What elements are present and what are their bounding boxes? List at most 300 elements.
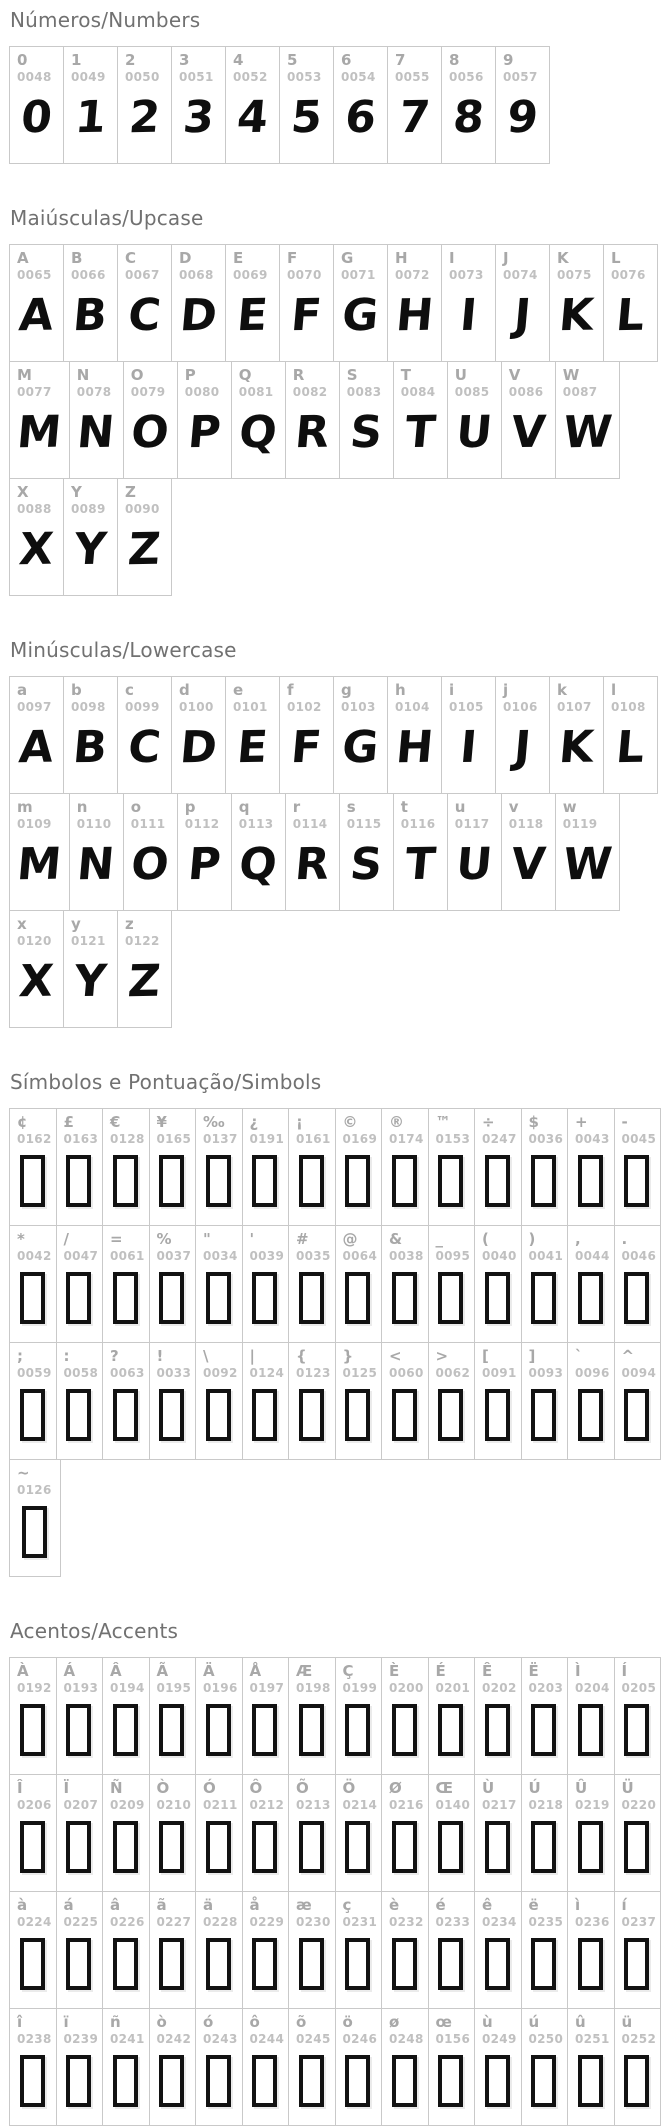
missing-glyph-box [624, 1272, 649, 1324]
char-label: Z [125, 484, 163, 501]
glyph-area [401, 832, 439, 904]
glyph-area [157, 1264, 188, 1336]
char-label: X [17, 484, 55, 501]
glyph-area [203, 1147, 234, 1219]
missing-glyph-box [531, 1389, 556, 1441]
char-cell [335, 1891, 383, 2009]
char-cell [56, 2008, 104, 2126]
glyph-area [622, 1930, 653, 2002]
char-glyph: K [557, 294, 596, 345]
glyph-area [449, 715, 487, 787]
char-label: M [17, 367, 61, 384]
char-label: % [157, 1231, 188, 1248]
missing-glyph-box [485, 1938, 510, 1990]
char-cell [149, 2008, 197, 2126]
missing-glyph-box [206, 1272, 231, 1324]
unicode-code: 0216 [389, 1797, 420, 1813]
char-label: ò [157, 2014, 188, 2031]
char-cell [447, 361, 502, 479]
unicode-code: 0116 [401, 816, 439, 832]
missing-glyph-box [252, 1272, 277, 1324]
missing-glyph-box [578, 1389, 603, 1441]
glyph-area [389, 1813, 420, 1885]
unicode-code: 0121 [71, 933, 109, 949]
char-label: Ù [482, 1780, 513, 1797]
char-cell [501, 361, 556, 479]
char-cell [335, 1342, 383, 1460]
missing-glyph-box [624, 1155, 649, 1207]
char-label: Í [622, 1663, 653, 1680]
missing-glyph-box [252, 1704, 277, 1756]
char-label: Á [64, 1663, 95, 1680]
glyph-area [455, 400, 493, 472]
unicode-code: 0228 [203, 1914, 234, 1930]
char-label: ñ [110, 2014, 141, 2031]
char-cell [288, 1891, 336, 2009]
glyph-area [157, 1930, 188, 2002]
missing-glyph-box [624, 2055, 649, 2107]
char-label: ] [529, 1348, 560, 1365]
unicode-code: 0075 [557, 267, 595, 283]
char-label: ¿ [250, 1114, 281, 1131]
char-label: C [125, 250, 163, 267]
char-label: ™ [436, 1114, 467, 1131]
glyph-area [622, 1381, 653, 1453]
char-label: w [563, 799, 612, 816]
glyph-area [575, 1930, 606, 2002]
missing-glyph-box [392, 1938, 417, 1990]
char-label: Ó [203, 1780, 234, 1797]
glyph-area [503, 85, 541, 157]
missing-glyph-box [624, 1704, 649, 1756]
char-label: Ö [343, 1780, 374, 1797]
missing-glyph-box [20, 1938, 45, 1990]
missing-glyph-box [299, 1938, 324, 1990]
unicode-code: 0210 [157, 1797, 188, 1813]
char-cell [9, 910, 64, 1028]
glyph-area [343, 1930, 374, 2002]
char-cell [279, 46, 334, 164]
char-label: ü [622, 2014, 653, 2031]
char-label: p [185, 799, 223, 816]
missing-glyph-box [438, 1155, 463, 1207]
missing-glyph-box [531, 1938, 556, 1990]
char-cell [9, 478, 64, 596]
char-glyph: Z [126, 960, 162, 1011]
char-cell [333, 676, 388, 794]
unicode-code: 0209 [110, 1797, 141, 1813]
missing-glyph-box [438, 1389, 463, 1441]
char-label: n [77, 799, 115, 816]
glyph-area [17, 517, 55, 589]
char-cell [555, 361, 621, 479]
glyph-area [389, 1930, 420, 2002]
char-glyph: T [403, 411, 437, 462]
glyph-area [296, 2047, 327, 2119]
glyph-area [185, 400, 223, 472]
char-label: ‰ [203, 1114, 234, 1131]
char-glyph: U [454, 411, 494, 462]
character-grid-uppercase [9, 244, 661, 596]
missing-glyph-box [438, 1938, 463, 1990]
glyph-area [110, 1381, 141, 1453]
char-cell [195, 1891, 243, 2009]
unicode-code: 0108 [611, 699, 649, 715]
char-label: E [233, 250, 271, 267]
glyph-area [622, 1813, 653, 1885]
unicode-code: 0086 [509, 384, 547, 400]
unicode-code: 0103 [341, 699, 379, 715]
char-glyph: M [15, 843, 63, 894]
unicode-code: 0048 [17, 69, 55, 85]
char-label: © [343, 1114, 374, 1131]
unicode-code: 0191 [250, 1131, 281, 1147]
char-cell [195, 1657, 243, 1775]
unicode-code: 0120 [17, 933, 55, 949]
missing-glyph-box [485, 1821, 510, 1873]
char-cell [9, 676, 64, 794]
char-label: Â [110, 1663, 141, 1680]
glyph-area [482, 1381, 513, 1453]
char-cell [549, 244, 604, 362]
char-cell [393, 793, 448, 911]
unicode-code: 0098 [71, 699, 109, 715]
unicode-code: 0230 [296, 1914, 327, 1930]
unicode-code: 0213 [296, 1797, 327, 1813]
char-glyph: Y [72, 960, 108, 1011]
glyph-area [110, 1813, 141, 1885]
char-glyph: E [235, 726, 269, 777]
unicode-code: 0076 [611, 267, 649, 283]
unicode-code: 0041 [529, 1248, 560, 1264]
char-cell [242, 1891, 290, 2009]
char-glyph: P [185, 411, 222, 462]
char-label: W [563, 367, 612, 384]
char-label: c [125, 682, 163, 699]
missing-glyph-box [159, 1704, 184, 1756]
unicode-code: 0058 [64, 1365, 95, 1381]
missing-glyph-box [66, 1389, 91, 1441]
char-label: L [611, 250, 649, 267]
char-cell [387, 46, 442, 164]
char-glyph: S [348, 843, 384, 894]
char-label: 5 [287, 52, 325, 69]
missing-glyph-box [299, 2055, 324, 2107]
char-cell [56, 1108, 104, 1226]
char-glyph: W [561, 843, 614, 894]
glyph-area [347, 400, 385, 472]
char-label: À [17, 1663, 48, 1680]
char-glyph: 8 [450, 96, 485, 147]
glyph-area [179, 715, 217, 787]
glyph-area [575, 1264, 606, 1336]
unicode-code: 0072 [395, 267, 433, 283]
glyph-area [17, 1147, 48, 1219]
unicode-code: 0197 [250, 1680, 281, 1696]
char-cell [9, 1225, 57, 1343]
unicode-code: 0243 [203, 2031, 234, 2047]
char-label: 6 [341, 52, 379, 69]
unicode-code: 0234 [482, 1914, 513, 1930]
glyph-area [110, 1930, 141, 2002]
char-label: 0 [17, 52, 55, 69]
unicode-code: 0080 [185, 384, 223, 400]
glyph-area [395, 715, 433, 787]
unicode-code: 0092 [203, 1365, 234, 1381]
missing-glyph-box [159, 1938, 184, 1990]
unicode-code: 0105 [449, 699, 487, 715]
unicode-code: 0059 [17, 1365, 48, 1381]
char-cell [9, 1657, 57, 1775]
char-cell [225, 676, 280, 794]
char-label: ) [529, 1231, 560, 1248]
missing-glyph-box [299, 1704, 324, 1756]
char-label: ä [203, 1897, 234, 1914]
unicode-code: 0066 [71, 267, 109, 283]
glyph-area [203, 1381, 234, 1453]
glyph-area [482, 1813, 513, 1885]
char-glyph: R [293, 843, 331, 894]
char-label: Ã [157, 1663, 188, 1680]
glyph-area [17, 1813, 48, 1885]
char-label: Ê [482, 1663, 513, 1680]
unicode-code: 0161 [296, 1131, 327, 1147]
unicode-code: 0169 [343, 1131, 374, 1147]
char-label: 4 [233, 52, 271, 69]
glyph-area [575, 1813, 606, 1885]
glyph-area [77, 400, 115, 472]
glyph-area [529, 1696, 560, 1768]
missing-glyph-box [578, 1155, 603, 1207]
missing-glyph-box [485, 1704, 510, 1756]
char-label: h [395, 682, 433, 699]
section-title-numbers: Números/Numbers [10, 8, 661, 32]
char-glyph: N [75, 411, 116, 462]
char-cell [149, 1342, 197, 1460]
glyph-area [575, 1381, 606, 1453]
char-glyph: J [512, 726, 533, 776]
unicode-code: 0125 [343, 1365, 374, 1381]
missing-glyph-box [159, 1821, 184, 1873]
char-cell [603, 676, 658, 794]
glyph-area [179, 85, 217, 157]
char-label: = [110, 1231, 141, 1248]
unicode-code: 0140 [436, 1797, 467, 1813]
missing-glyph-box [113, 1272, 138, 1324]
missing-glyph-box [113, 1704, 138, 1756]
char-glyph: J [512, 294, 533, 344]
glyph-area [287, 85, 325, 157]
char-cell [521, 1657, 569, 1775]
char-glyph: K [557, 726, 596, 777]
unicode-code: 0112 [185, 816, 223, 832]
missing-glyph-box [531, 1155, 556, 1207]
unicode-code: 0047 [64, 1248, 95, 1264]
glyph-area [17, 1498, 52, 1570]
missing-glyph-box [113, 1389, 138, 1441]
glyph-area [575, 1696, 606, 1768]
char-cell [495, 676, 550, 794]
char-cell [333, 244, 388, 362]
unicode-code: 0079 [131, 384, 169, 400]
glyph-area [17, 949, 55, 1021]
glyph-area [64, 2047, 95, 2119]
unicode-code: 0194 [110, 1680, 141, 1696]
missing-glyph-box [392, 1272, 417, 1324]
missing-glyph-box [252, 1821, 277, 1873]
char-cell [63, 244, 118, 362]
missing-glyph-box [20, 2055, 45, 2107]
glyph-area [131, 832, 169, 904]
glyph-area [17, 85, 55, 157]
glyph-area [71, 715, 109, 787]
unicode-code: 0042 [17, 1248, 48, 1264]
unicode-code: 0088 [17, 501, 55, 517]
char-label: I [449, 250, 487, 267]
unicode-code: 0111 [131, 816, 169, 832]
char-label: s [347, 799, 385, 816]
char-glyph: B [71, 726, 109, 777]
missing-glyph-box [206, 1821, 231, 1873]
char-glyph: A [17, 294, 56, 345]
char-label: ì [575, 1897, 606, 1914]
glyph-area [436, 1147, 467, 1219]
unicode-code: 0039 [250, 1248, 281, 1264]
char-label: . [622, 1231, 653, 1248]
unicode-code: 0233 [436, 1914, 467, 1930]
char-cell [9, 1342, 57, 1460]
unicode-code: 0069 [233, 267, 271, 283]
char-cell [242, 1342, 290, 1460]
char-cell [381, 1342, 429, 1460]
unicode-code: 0203 [529, 1680, 560, 1696]
unicode-code: 0126 [17, 1482, 52, 1498]
unicode-code: 0037 [157, 1248, 188, 1264]
char-cell [614, 1891, 661, 2009]
glyph-area [389, 1264, 420, 1336]
char-label: l [611, 682, 649, 699]
char-label: Û [575, 1780, 606, 1797]
char-glyph: 1 [72, 96, 107, 147]
char-label: è [389, 1897, 420, 1914]
glyph-area [622, 1696, 653, 1768]
missing-glyph-box [252, 2055, 277, 2107]
missing-glyph-box [206, 1155, 231, 1207]
glyph-area [250, 1264, 281, 1336]
glyph-area [131, 400, 169, 472]
char-cell [381, 1891, 429, 2009]
glyph-area [287, 283, 325, 355]
char-label: O [131, 367, 169, 384]
char-cell [288, 1774, 336, 1892]
char-cell [335, 1774, 383, 1892]
char-label: í [622, 1897, 653, 1914]
missing-glyph-box [392, 1389, 417, 1441]
glyph-area [347, 832, 385, 904]
missing-glyph-box [578, 1272, 603, 1324]
unicode-code: 0246 [343, 2031, 374, 2047]
char-cell [288, 1657, 336, 1775]
char-glyph: L [614, 294, 646, 344]
glyph-area [233, 85, 271, 157]
char-label: e [233, 682, 271, 699]
unicode-code: 0237 [622, 1914, 653, 1930]
missing-glyph-box [438, 1272, 463, 1324]
unicode-code: 0114 [293, 816, 331, 832]
char-cell [56, 1225, 104, 1343]
char-label: ^ [622, 1348, 653, 1365]
char-cell [102, 1342, 150, 1460]
char-cell [288, 2008, 336, 2126]
char-label: 7 [395, 52, 433, 69]
char-label: ® [389, 1114, 420, 1131]
missing-glyph-box [392, 1704, 417, 1756]
char-label: J [503, 250, 541, 267]
char-cell [339, 361, 394, 479]
char-cell [474, 1774, 522, 1892]
missing-glyph-box [159, 1272, 184, 1324]
char-label: â [110, 1897, 141, 1914]
unicode-code: 0043 [575, 1131, 606, 1147]
glyph-area [239, 400, 277, 472]
glyph-area [125, 949, 163, 1021]
char-cell [441, 46, 496, 164]
char-cell [9, 793, 70, 911]
unicode-code: 0077 [17, 384, 61, 400]
unicode-code: 0094 [622, 1365, 653, 1381]
char-glyph: Q [237, 411, 279, 462]
char-label: P [185, 367, 223, 384]
char-cell [63, 46, 118, 164]
char-label: õ [296, 2014, 327, 2031]
char-label: Å [250, 1663, 281, 1680]
char-cell [56, 1342, 104, 1460]
missing-glyph-box [485, 2055, 510, 2107]
missing-glyph-box [392, 2055, 417, 2107]
char-cell [242, 1225, 290, 1343]
glyph-area [529, 1930, 560, 2002]
char-label: i [449, 682, 487, 699]
char-cell [567, 1108, 615, 1226]
missing-glyph-box [20, 1704, 45, 1756]
char-cell [102, 1891, 150, 2009]
char-cell [521, 1891, 569, 2009]
unicode-code: 0196 [203, 1680, 234, 1696]
glyph-area [179, 283, 217, 355]
unicode-code: 0052 [233, 69, 271, 85]
glyph-area [17, 400, 61, 472]
glyph-area [110, 1696, 141, 1768]
missing-glyph-box [578, 2055, 603, 2107]
glyph-area [296, 1381, 327, 1453]
char-glyph: 2 [126, 96, 161, 147]
glyph-area [343, 1813, 374, 1885]
unicode-code: 0119 [563, 816, 612, 832]
char-glyph: O [129, 843, 171, 894]
character-row [9, 1225, 661, 1343]
glyph-area [503, 715, 541, 787]
unicode-code: 0229 [250, 1914, 281, 1930]
unicode-code: 0045 [622, 1131, 653, 1147]
glyph-area [17, 832, 61, 904]
missing-glyph-box [299, 1155, 324, 1207]
char-label: î [17, 2014, 48, 2031]
missing-glyph-box [20, 1155, 45, 1207]
char-label: k [557, 682, 595, 699]
unicode-code: 0200 [389, 1680, 420, 1696]
glyph-area [611, 715, 649, 787]
glyph-area [125, 715, 163, 787]
